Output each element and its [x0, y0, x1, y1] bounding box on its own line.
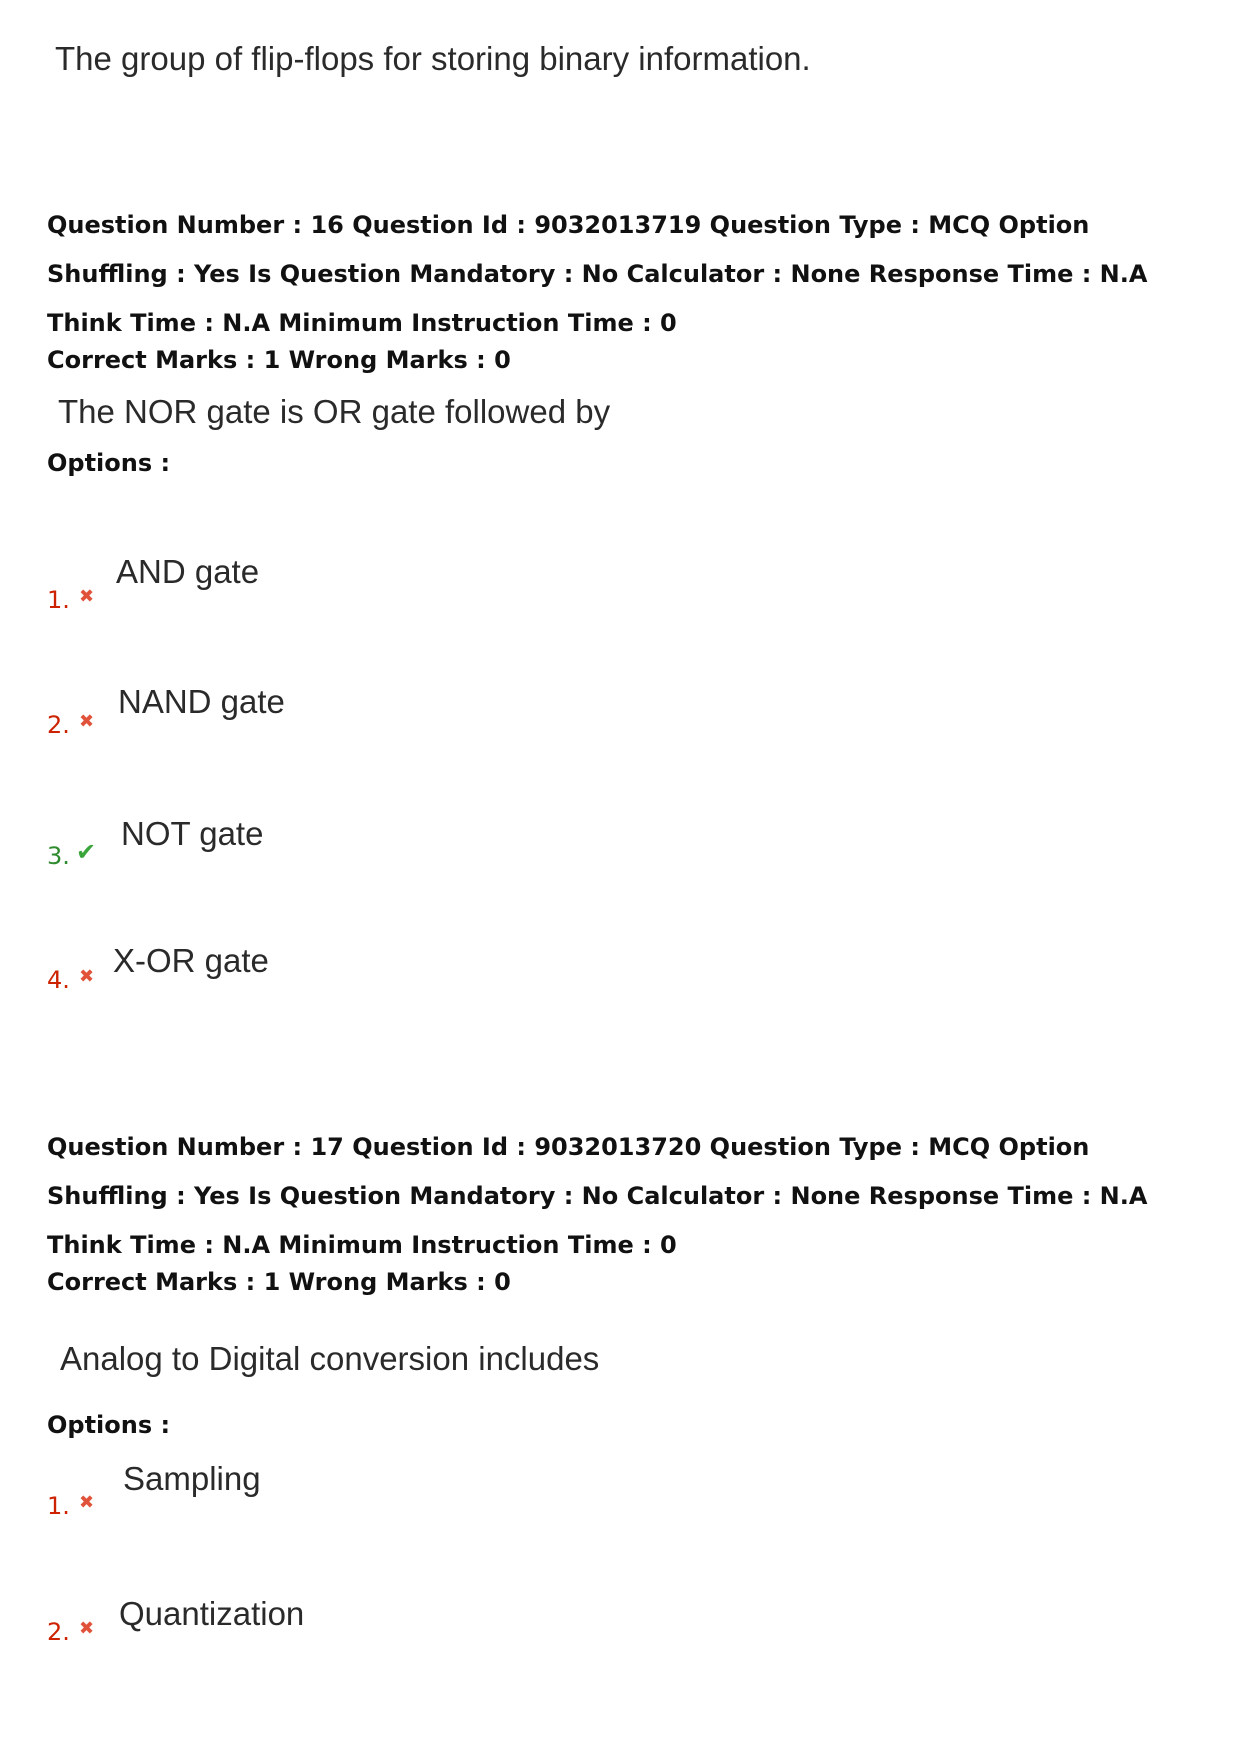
cross-icon: ✖ [79, 1492, 95, 1513]
option-number: 3. [47, 842, 70, 870]
question-marks: Correct Marks : 1 Wrong Marks : 0 [47, 346, 511, 374]
option-text: X-OR gate [113, 942, 269, 979]
options-label: Options : [47, 449, 171, 477]
question-meta: Question Number : 16 Question Id : 9032013719 Question Type : MCQ Option Shuffling : Yes Is Question Mandatory : No Calculator : None Response Time : N.A Think Time : N.A Minimum Instruction Time : 0 [47, 211, 1148, 337]
check-icon: ✔ [76, 838, 97, 866]
options-label: Options : [47, 1411, 171, 1439]
option-number: 1. [47, 586, 70, 614]
question-text: Analog to Digital conversion includes [60, 1340, 600, 1377]
option-number: 2. [47, 1618, 70, 1646]
cross-icon: ✖ [79, 711, 95, 732]
option-text: Quantization [119, 1595, 305, 1632]
question-meta: Question Number : 17 Question Id : 9032013720 Question Type : MCQ Option Shuffling : Yes Is Question Mandatory : No Calculator : None Response Time : N.A Think Time : N.A Minimum Instruction Time : 0 [47, 1133, 1148, 1259]
option-text: NAND gate [118, 683, 285, 720]
cross-icon: ✖ [79, 1618, 95, 1639]
option-text: AND gate [116, 553, 260, 590]
previous-option-text: The group of flip-flops for storing binary information. [55, 40, 811, 77]
option-text: Sampling [123, 1460, 261, 1497]
cross-icon: ✖ [79, 586, 95, 607]
option-number: 1. [47, 1492, 70, 1520]
question-marks: Correct Marks : 1 Wrong Marks : 0 [47, 1268, 511, 1296]
option-number: 4. [47, 966, 70, 994]
option-number: 2. [47, 711, 70, 739]
cross-icon: ✖ [79, 966, 95, 987]
option-text: NOT gate [121, 815, 264, 852]
question-text: The NOR gate is OR gate followed by [58, 393, 611, 430]
